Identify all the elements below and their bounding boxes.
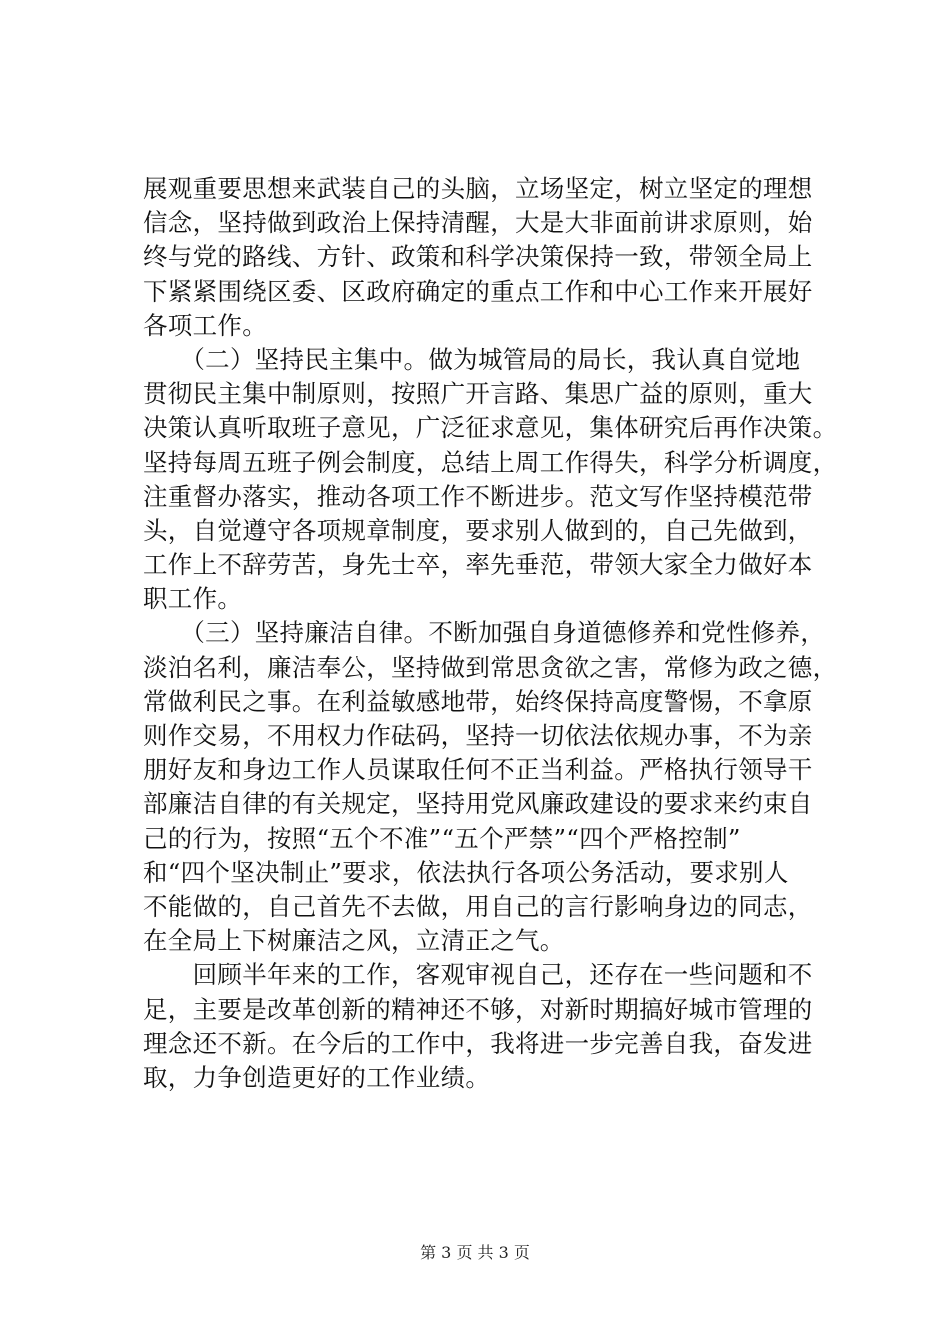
text-line: 坚持每周五班子例会制度，总结上周工作得失，科学分析调度，	[143, 447, 838, 477]
text-line: 信念，坚持做到政治上保持清醒，大是大非面前讲求原则，始	[143, 208, 813, 238]
text-line: 足，主要是改革创新的精神还不够，对新时期搞好城市管理的	[143, 994, 813, 1024]
text-line: 不能做的，自己首先不去做，用自己的言行影响身边的同志，	[143, 891, 813, 921]
document-body	[143, 172, 838, 1095]
text-line: （三）坚持廉洁自律。不断加强自身道德修养和党性修养，	[143, 618, 826, 648]
text-line: 职工作。	[143, 584, 243, 614]
text-line: 回顾半年来的工作，客观审视自己，还存在一些问题和不	[143, 960, 813, 990]
page-footer	[0, 1243, 950, 1263]
text-line: 下紧紧围绕区委、区政府确定的重点工作和中心工作来开展好	[143, 276, 813, 306]
page-number: 第 3 页 共 3 页	[420, 1243, 530, 1262]
text-line: 各项工作。	[143, 310, 267, 340]
text-line: 和“四个坚决制止”要求，依法执行各项公务活动，要求别人	[143, 857, 789, 887]
text-line: 则作交易，不用权力作砝码，坚持一切依法依规办事，不为亲	[143, 721, 813, 750]
text-line: 决策认真听取班子意见，广泛征求意见，集体研究后再作决策。	[143, 413, 838, 443]
text-line: 理念还不新。在今后的工作中，我将进一步完善自我，奋发进	[143, 1028, 813, 1058]
text-line: 展观重要思想来武装自己的头脑，立场坚定，树立坚定的理想	[143, 174, 813, 203]
text-line: 部廉洁自律的有关规定，坚持用党风廉政建设的要求来约束自	[143, 789, 813, 819]
text-line: 终与党的路线、方针、政策和科学决策保持一致，带领全局上	[143, 242, 813, 272]
text-line: 朋好友和身边工作人员谋取任何不正当利益。严格执行领导干	[143, 755, 813, 785]
text-line: 工作上不辞劳苦，身先士卒，率先垂范，带领大家全力做好本	[143, 550, 813, 580]
text-line: 己的行为，按照“五个不准”“五个严禁”“四个严格控制”	[143, 823, 741, 853]
text-line: （二）坚持民主集中。做为城管局的局长，我认真自觉地	[143, 344, 801, 374]
text-line: 取，力争创造更好的工作业绩。	[143, 1062, 491, 1092]
text-line: 在全局上下树廉洁之风，立清正之气。	[143, 926, 565, 956]
text-line: 贯彻民主集中制原则，按照广开言路、集思广益的原则，重大	[143, 379, 813, 409]
text-line: 头，自觉遵守各项规章制度，要求别人做到的，自己先做到，	[143, 515, 813, 545]
text-line: 常做利民之事。在利益敏感地带，始终保持高度警惕，不拿原	[143, 686, 813, 716]
text-line: 淡泊名利，廉洁奉公，坚持做到常思贪欲之害，常修为政之德，	[143, 652, 838, 682]
text-line: 注重督办落实，推动各项工作不断进步。范文写作坚持模范带	[143, 481, 813, 511]
